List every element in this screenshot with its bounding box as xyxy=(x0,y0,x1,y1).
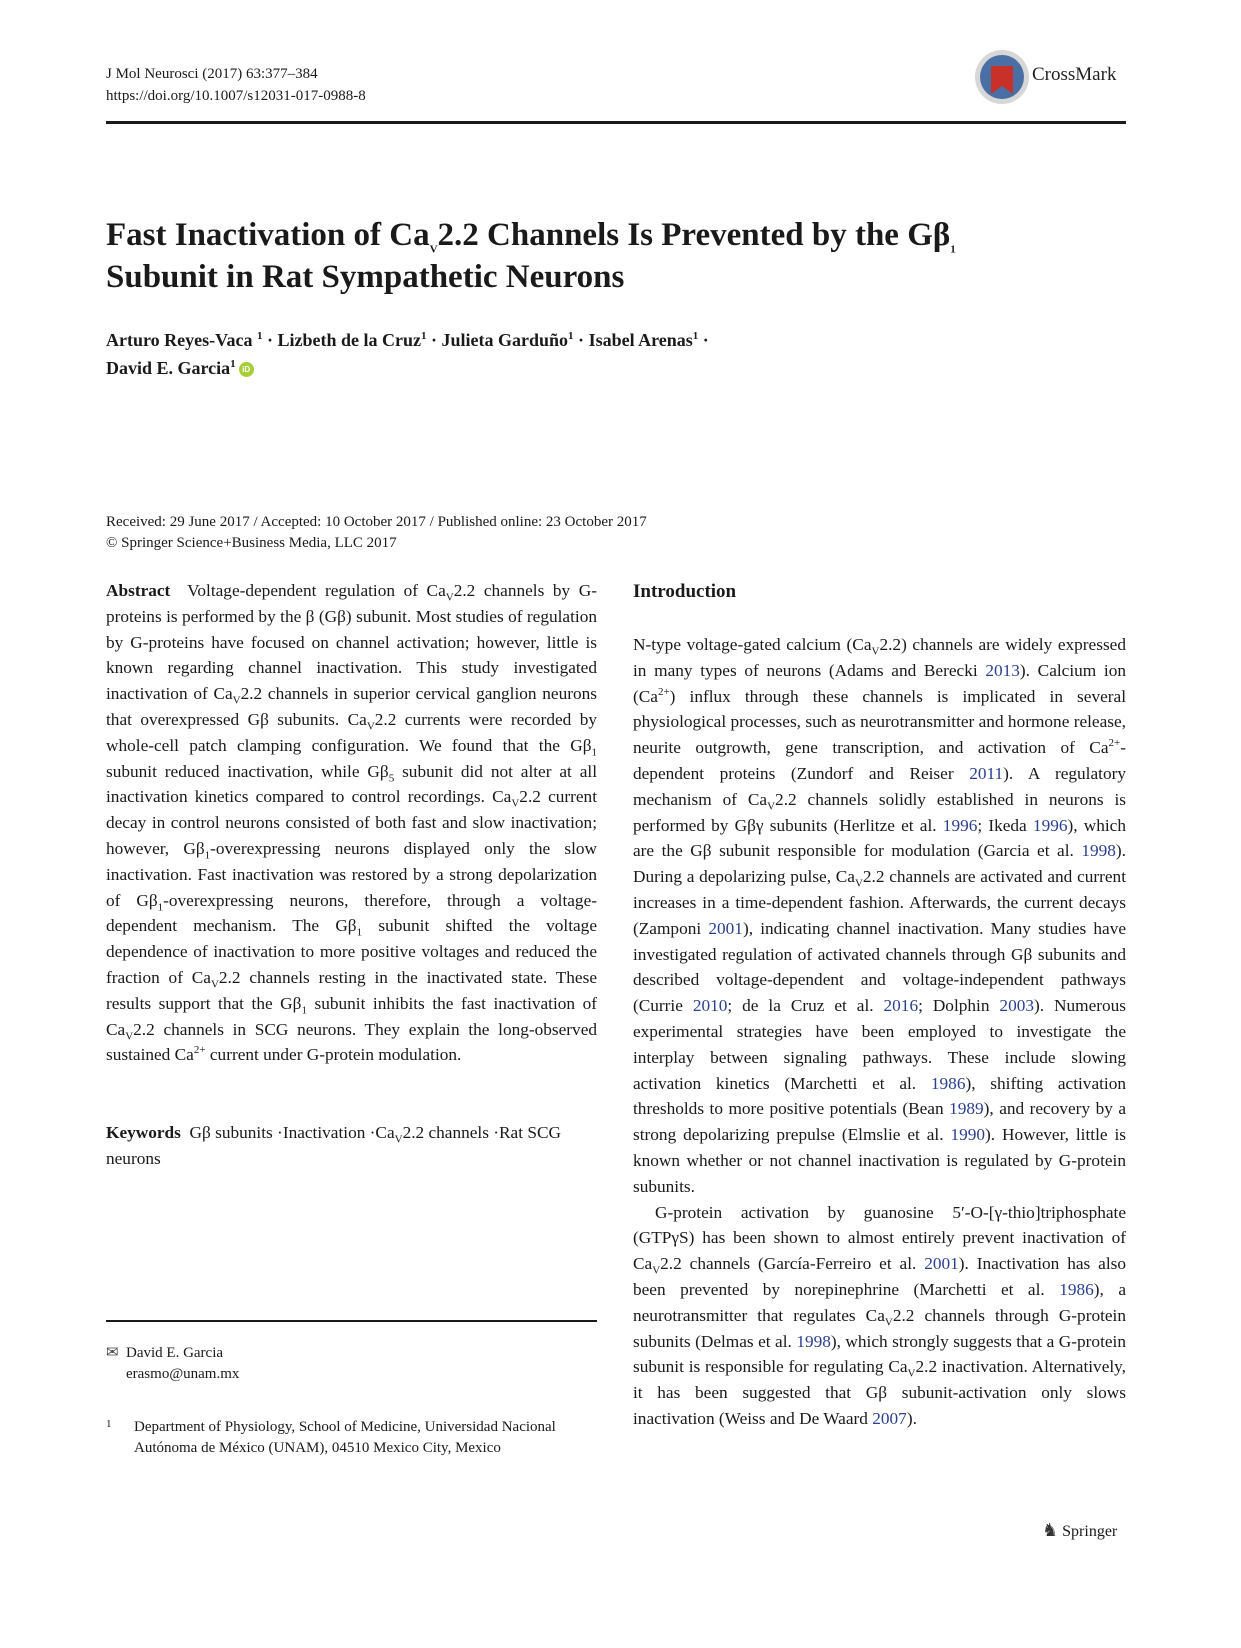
keywords-label: Keywords xyxy=(106,1123,181,1143)
abstract: Abstract Voltage-dependent regulation of $Ca_V2.2$ channels by G-proteins is performed by the β (Gβ) subunit. Most studies of regulation by G-proteins have focused on channel activation; however, little is known regarding channel inactivation. This study investigated inactivation of $Ca_V2.2$ channels in superior cervical ganglion neurons that overexpressed Gβ subunits. $Ca_V2.2$ currents were recorded by whole-cell patch clamping configuration. We found that the $G\beta_1$ subunit reduced inactivation, while $G\beta_5$ subunit did not alter at all inactivation kinetics compared to control recordings. $Ca_V2.2$ current decay in control neurons consisted of both fast and slow inactivation; however, $G\beta_1$-overexpressing neurons displayed only the slow inactivation. Fast inactivation was restored by a strong depolarization of $G\beta_1$-overexpressing neurons, therefore, through a voltage-dependent mechanism. The $G\beta_1$ subunit shifted the voltage dependence of inactivation to more positive voltages and reduced the fraction of $Ca_V2.2$ channels resting in the inactivated state. These results support that the $G\beta_1$ subunit inhibits the fast inactivation of $Ca_V2.2$ channels in SCG neurons. They explain the long-observed sustained $Ca^{2+}$ current under G-protein modulation. xyxy=(106,581,598,1065)
doi-link[interactable]: https://doi.org/10.1007/s12031-017-0988-8 xyxy=(106,88,366,104)
publication-dates xyxy=(106,512,647,554)
article-title xyxy=(106,214,1106,298)
correspondence xyxy=(106,1343,239,1385)
citation-link[interactable]: 1996 xyxy=(1032,815,1068,835)
inline-script: V xyxy=(511,797,520,810)
citation-link[interactable]: 2010 xyxy=(692,996,728,1016)
inline-script: 1 xyxy=(356,926,363,939)
keywords: Keywords Gβ subunits ·Inactivation $\cdot Ca_V2.2$ channels ·Rat SCG neurons xyxy=(106,1123,561,1168)
left-column xyxy=(106,578,597,1172)
inline-script: 1 xyxy=(301,1004,307,1017)
title-subscript: 1 xyxy=(950,243,956,256)
footnote-divider xyxy=(106,1320,597,1322)
inline-script: V xyxy=(884,1316,893,1329)
author-name[interactable]: David E. Garcia xyxy=(106,358,231,378)
inline-script: V xyxy=(767,800,776,813)
corresponding-author: David E. Garcia xyxy=(126,1345,224,1361)
inline-script: V xyxy=(366,720,375,733)
journal-citation: J Mol Neurosci (2017) 63:377–384 xyxy=(106,66,318,82)
copyright-line: © Springer Science+Business Media, LLC 2017 xyxy=(106,535,397,551)
inline-script: V xyxy=(210,978,219,991)
orcid-icon[interactable]: iD xyxy=(239,362,254,377)
affiliation xyxy=(106,1417,576,1459)
inline-script: 2+ xyxy=(193,1044,206,1057)
citation-link[interactable]: 2001 xyxy=(924,1254,959,1274)
header-divider xyxy=(106,121,1126,124)
citation-link[interactable]: 2001 xyxy=(708,918,743,938)
citation-link[interactable]: 1986 xyxy=(930,1073,966,1093)
title-line-2: Subunit in Rat Sympathetic Neurons xyxy=(106,259,625,295)
affiliation-text: Department of Physiology, School of Medicine, Universidad Nacional Autónoma de México (UNAM), 04510 Mexico City, Mexico xyxy=(134,1419,556,1456)
citation-link[interactable]: 2016 xyxy=(883,996,919,1016)
citation-link[interactable]: 1986 xyxy=(1059,1279,1094,1299)
envelope-icon: ✉ xyxy=(106,1345,119,1361)
author-affiliation-mark: 1 xyxy=(256,330,263,342)
citation-link[interactable]: 1998 xyxy=(1081,841,1116,861)
crossmark-logo[interactable] xyxy=(974,46,1124,108)
author-name[interactable]: Lizbeth de la Cruz xyxy=(277,330,421,350)
affiliation-number: 1 xyxy=(106,1418,112,1430)
crossmark-label: CrossMark xyxy=(1032,64,1117,85)
inline-script: V xyxy=(394,1133,403,1146)
introduction-heading: Introduction xyxy=(633,581,737,602)
citation-link[interactable]: 2013 xyxy=(985,660,1020,680)
dates-line: Received: 29 June 2017 / Accepted: 10 October 2017 / Published online: 23 October 2017 xyxy=(106,514,647,530)
inline-script: V xyxy=(125,1030,134,1042)
introduction-paragraph-2: G-protein activation by guanosine 5′-O-[γ-thio]triphosphate (GTPγS) has been shown to almost entirely prevent inactivation of $Ca_V2.2$ channels (García-Ferreiro et al. 2001). Inactivation has also been prevented by norepinephrine (Marchetti et al. 1986), a neurotransmitter that regulates $Ca_V2.2$ channels through G-protein subunits (Delmas et al. 1998), which strongly suggests that a G-protein subunit is responsible for regulating $Ca_V2.2$ inactivation. Alternatively, it has been suggested that Gβ subunit-activation only slows inactivation (Weiss and De Waard 2007). xyxy=(633,1202,1127,1428)
citation-link[interactable]: 1989 xyxy=(949,1099,984,1119)
title-subscript: V xyxy=(429,243,438,256)
publisher-logo xyxy=(1042,1520,1117,1541)
inline-script: V xyxy=(854,877,863,890)
author-affiliation-mark: 1 xyxy=(692,330,699,342)
author-affiliation-mark: 1 xyxy=(230,358,236,370)
citation-link[interactable]: 2011 xyxy=(969,763,1004,783)
inline-script: 2+ xyxy=(657,685,670,698)
inline-script: 1 xyxy=(157,901,164,914)
author-name[interactable]: Isabel Arenas xyxy=(588,330,693,350)
introduction-paragraph-1: N-type voltage-gated calcium $(Ca_V2.2)$ channels are widely expressed in many types of neurons (Adams and Berecki 2013). Calcium ion $(Ca^{2+})$ influx through these channels is implicated in several physiological processes, such as neurotransmitter and hormone release, neurite outgrowth, gene transcription, and activation of $Ca^{2+}$-dependent proteins (Zundorf and Reiser 2011). A regulatory mechanism of $Ca_V2.2$ channels solidly established in neurons is performed by Gβγ subunits (Herlitze et al. 1996; Ikeda 1996), which are the Gβ subunit responsible for modulation (Garcia et al. 1998). During a depolarizing pulse, $Ca_V2.2$ channels are activated and current increases in a time-dependent fashion. Afterwards, the current decays (Zamponi 2001), indicating channel inactivation. Many studies have investigated regulation of activated channels through Gβ subunits and described voltage-dependent and voltage-independent pathways (Currie 2010; de la Cruz et al. 2016; Dolphin 2003). Numerous experimental strategies have been employed to investigate the interplay between signaling pathways. These include slowing activation kinetics (Marchetti et al. 1986), shifting activation thresholds to more positive potentials (Bean 1989), and recovery by a strong depolarizing prepulse (Elmslie et al. 1990). However, little is known whether or not channel inactivation is regulated by G-protein subunits. xyxy=(633,635,1127,1196)
citation-link[interactable]: 1998 xyxy=(796,1331,831,1351)
inline-script: 1 xyxy=(591,746,597,759)
author-name[interactable]: Arturo Reyes-Vaca xyxy=(106,330,253,350)
author-list: Arturo Reyes-Vaca $^1$ · Lizbeth de la Cruz$^1$ · Julieta Garduño$^1$ · Isabel Arenas$^1$ · David E. Garcia$^1$ iD xyxy=(106,330,709,378)
citation-link[interactable]: 1996 xyxy=(942,815,978,835)
springer-horse-icon: ♞ xyxy=(1042,1520,1059,1540)
inline-script: V xyxy=(232,694,241,707)
abstract-label: Abstract xyxy=(106,581,171,600)
inline-script: 1 xyxy=(204,849,211,862)
right-column xyxy=(633,578,1126,1432)
author-affiliation-mark: 1 xyxy=(421,330,427,342)
inline-script: 2+ xyxy=(1108,737,1121,750)
publisher-name: Springer xyxy=(1062,1523,1118,1540)
citation-link[interactable]: 2003 xyxy=(999,996,1034,1016)
inline-script: V xyxy=(652,1264,661,1277)
inline-script: V xyxy=(871,645,880,658)
citation-link[interactable]: 2007 xyxy=(872,1408,907,1428)
inline-script: 5 xyxy=(388,772,395,785)
citation-link[interactable]: 1990 xyxy=(950,1125,985,1145)
title-part: 2.2 Channels Is Prevented by the Gβ xyxy=(437,217,951,253)
title-part: Fast Inactivation of Ca xyxy=(106,217,430,253)
inline-script: V xyxy=(907,1367,916,1380)
author-affiliation-mark: 1 xyxy=(568,330,574,342)
author-name[interactable]: Julieta Garduño xyxy=(441,330,569,350)
corresponding-email[interactable]: erasmo@unam.mx xyxy=(126,1366,240,1382)
crossmark-icon xyxy=(974,46,1030,108)
inline-script: V xyxy=(445,591,454,604)
